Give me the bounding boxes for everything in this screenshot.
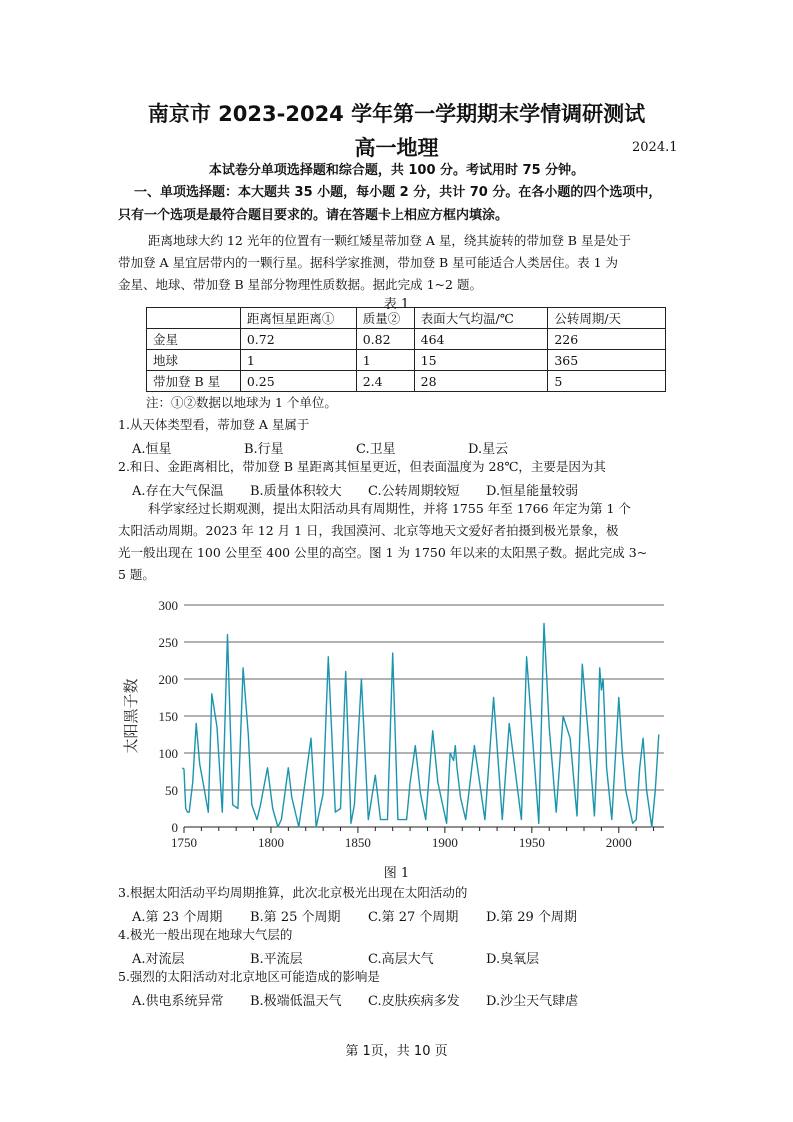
option[interactable]: C.公转周期较短 (368, 484, 460, 499)
table-cell: 地球 (147, 350, 241, 371)
option[interactable]: C.第 27 个周期 (368, 910, 459, 925)
x-tick-label: 1850 (344, 835, 371, 850)
option[interactable]: C.皮肤疾病多发 (368, 994, 460, 1009)
x-tick-label: 2000 (605, 835, 632, 850)
table-note: 注：①②数据以地球为 1 个单位。 (146, 395, 337, 410)
question-options (132, 480, 578, 499)
option[interactable]: A.对流层 (132, 952, 185, 967)
option[interactable]: C.卫星 (356, 442, 396, 457)
option[interactable]: B.极端低温天气 (250, 994, 342, 1009)
table-cell: 365 (548, 350, 666, 371)
option[interactable]: D.恒星能量较弱 (486, 484, 579, 499)
subject-title: 高一地理 (354, 136, 439, 160)
x-tick-label: 1900 (431, 835, 458, 850)
passage-line: 光一般出现在 100 公里至 400 公里的高空。图 1 为 1750 年以来的太阳黑子数。据此完成 3~ (118, 545, 648, 560)
sunspot-series-line (182, 624, 659, 828)
question-options (132, 948, 539, 967)
exam-intro: 本试卷分单项选择题和综合题，共 100 分。考试用时 75 分钟。 (208, 163, 585, 178)
passage-line: 距离地球大约 12 光年的位置有一颗红矮星蒂加登 A 星，绕其旋转的带加登 B 星是处于 (148, 233, 631, 248)
question-options (132, 990, 578, 1009)
table-header (147, 308, 241, 329)
table-header: 表面大气均温/℃ (414, 308, 548, 329)
passage-line: 5 题。 (118, 567, 155, 582)
option[interactable]: B.平流层 (250, 952, 303, 967)
option[interactable]: A.供电系统异常 (132, 994, 224, 1009)
section-heading: 一、单项选择题：本大题共 35 小题，每小题 2 分，共计 70 分。在各小题的四个选项中， (134, 185, 662, 200)
question-stem: 4.极光一般出现在地球大气层的 (118, 927, 293, 942)
table-caption: 表 1 (383, 297, 410, 312)
x-tick-label: 1800 (257, 835, 284, 850)
option[interactable]: D.第 29 个周期 (486, 910, 577, 925)
section-heading-cont: 只有一个选项是最符合题目要求的。请在答题卡上相应方框内填涂。 (118, 208, 509, 223)
option[interactable]: A.恒星 (132, 442, 172, 457)
y-tick-label: 50 (165, 783, 178, 798)
option[interactable]: D.沙尘天气肆虐 (486, 994, 579, 1009)
question-stem: 2.和日、金距离相比，带加登 B 星距离其恒星更近，但表面温度为 28℃，主要是因为其 (118, 459, 606, 474)
table-header-row (147, 308, 666, 329)
data-table (146, 307, 666, 392)
question-stem: 5.强烈的太阳活动对北京地区可能造成的影响是 (118, 969, 380, 984)
option[interactable]: A.第 23 个周期 (132, 910, 223, 925)
table-header: 距离恒星距离① (240, 308, 356, 329)
table-row (147, 329, 666, 350)
passage-line: 金星、地球、带加登 B 星部分物理性质数据。据此完成 1~2 题。 (118, 277, 482, 292)
y-tick-label: 300 (158, 598, 178, 613)
y-tick-label: 100 (158, 746, 178, 761)
table-cell: 金星 (147, 329, 241, 350)
table-cell: 1 (240, 350, 356, 371)
table-cell: 15 (414, 350, 548, 371)
page-footer: 第 1页，共 10 页 (345, 1044, 448, 1059)
table-cell: 带加登 B 星 (147, 371, 241, 392)
option[interactable]: D.臭氧层 (486, 952, 540, 967)
question-stem: 1.从天体类型看，蒂加登 A 星属于 (118, 417, 310, 432)
sunspot-chart (118, 590, 678, 860)
y-tick-label: 200 (158, 672, 178, 687)
table-cell: 28 (414, 371, 548, 392)
question-options (132, 906, 577, 925)
exam-title: 南京市 2023-2024 学年第一学期期末学情调研测试 (147, 102, 646, 126)
table-cell: 226 (548, 329, 666, 350)
table-header: 质量② (356, 308, 414, 329)
y-tick-label: 250 (158, 635, 178, 650)
passage-line: 科学家经过长期观测，提出太阳活动具有周期性，并将 1755 年至 1766 年定为第 1 个 (148, 501, 631, 516)
y-tick-label: 0 (171, 820, 178, 835)
x-tick-label: 1950 (518, 835, 545, 850)
figure-caption: 图 1 (383, 866, 410, 881)
table-cell: 0.82 (356, 329, 414, 350)
exam-date: 2024.1 (632, 140, 678, 155)
option[interactable]: B.第 25 个周期 (250, 910, 341, 925)
table-row (147, 350, 666, 371)
table-header: 公转周期/天 (548, 308, 666, 329)
table-cell: 2.4 (356, 371, 414, 392)
table-cell: 0.72 (240, 329, 356, 350)
table-cell: 5 (548, 371, 666, 392)
option[interactable]: A.存在大气保温 (132, 484, 224, 499)
table-row (147, 371, 666, 392)
question-options (132, 438, 508, 457)
table-cell: 1 (356, 350, 414, 371)
passage-line: 带加登 A 星宜居带内的一颗行星。据科学家推测，带加登 B 星可能适合人类居住。表 1 为 (118, 255, 619, 270)
passage-line: 太阳活动周期。2023 年 12 月 1 日，我国漠河、北京等地天文爱好者拍摄到极光景象，极 (118, 523, 619, 538)
option[interactable]: C.高层大气 (368, 952, 434, 967)
table-cell: 464 (414, 329, 548, 350)
table-cell: 0.25 (240, 371, 356, 392)
x-tick-label: 1750 (171, 835, 197, 850)
option[interactable]: D.星云 (468, 442, 509, 457)
option[interactable]: B.质量体积较大 (250, 484, 342, 499)
y-axis-label: 太阳黑子数 (122, 678, 140, 754)
y-tick-label: 150 (158, 709, 178, 724)
option[interactable]: B.行星 (244, 442, 284, 457)
question-stem: 3.根据太阳活动平均周期推算，此次北京极光出现在太阳活动的 (118, 885, 468, 900)
